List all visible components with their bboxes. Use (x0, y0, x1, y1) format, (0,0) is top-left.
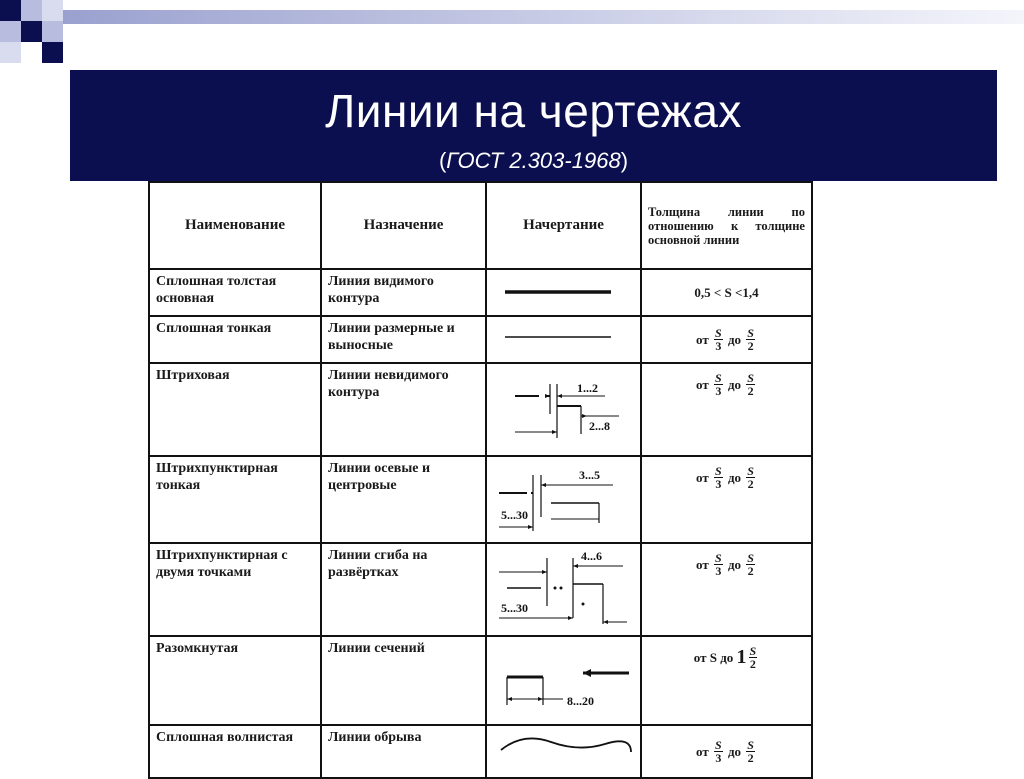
table-row (149, 636, 812, 725)
row-thickness: от $\frac{S}{3}$ до $\frac{S}{2}$ (641, 543, 812, 636)
table-row (149, 456, 812, 543)
row-name: Сплошная волнистая (149, 725, 321, 778)
row-thickness: от $\frac{S}{3}$ до $\frac{S}{2}$ (641, 316, 812, 363)
deco-bar (63, 10, 1024, 24)
dimension-label: 2...8 (589, 419, 610, 433)
deco-square-2 (21, 0, 42, 21)
row-thickness: от $\frac{S}{3}$ до $\frac{S}{2}$ (641, 363, 812, 456)
line-sample-dash-dot-thin (486, 456, 641, 543)
line-sample-solid-thin (486, 316, 641, 363)
row-purpose: Линии обрыва (321, 725, 486, 778)
fraction-s-over-3: $\frac{S}{3}$ (715, 738, 722, 765)
row-name: Штрихпунктирная с двумя точками (149, 543, 321, 636)
line-sample-dashed (486, 363, 641, 456)
subtitle-open: ( (438, 148, 447, 173)
dimension-label: 1...2 (577, 381, 598, 395)
table-row (149, 363, 812, 456)
row-name: Сплошная тонкая (149, 316, 321, 363)
title-banner (70, 70, 997, 181)
line-sample-open (486, 636, 641, 725)
row-thickness: 0,5 < S <1,4 (641, 269, 812, 316)
fraction-s-over-2: $\frac{S}{2}$ (747, 326, 754, 353)
deco-square-8 (42, 42, 63, 63)
row-purpose: Линии невидимого контура (321, 363, 486, 456)
row-name: Разомкнутая (149, 636, 321, 725)
line-sample-dash-dot-two-points (486, 543, 641, 636)
table-row (149, 543, 812, 636)
deco-square-7 (0, 42, 21, 63)
subtitle-close: ) (620, 148, 629, 173)
deco-square-4 (0, 21, 21, 42)
fraction-s-over-2: $\frac{S}{2}$ (747, 551, 754, 578)
fraction-s-over-2: $\frac{S}{2}$ (747, 738, 754, 765)
row-thickness: от S до 1 $\frac{S}{2}$ (641, 636, 812, 725)
fraction-s-over-2: $\frac{S}{2}$ (747, 371, 754, 398)
slide-title: Линии на чертежах (325, 85, 742, 137)
dimension-label: 3...5 (579, 468, 600, 482)
header-purpose: Назначение (321, 182, 486, 269)
header-thickness: Толщина линии по отношению к толщине основной линии (641, 182, 812, 269)
dimension-label: 5...30 (501, 601, 528, 615)
fraction-s-over-3: $\frac{S}{3}$ (715, 371, 722, 398)
deco-square-6 (42, 21, 63, 42)
line-sample-wavy (486, 725, 641, 778)
line-sample-solid-thick (486, 269, 641, 316)
row-purpose: Линии осевые и центровые (321, 456, 486, 543)
subtitle-gost: ГОСТ 2.303-1968 (446, 148, 621, 173)
fraction-s-over-2: $\frac{S}{2}$ (749, 644, 757, 671)
line-types-table (148, 181, 813, 779)
deco-square-1 (0, 0, 21, 21)
dimension-label: 8...20 (567, 694, 594, 708)
table-row (149, 269, 812, 316)
dimension-label: 4...6 (581, 549, 602, 563)
slide-subtitle (70, 148, 997, 174)
fraction-s-over-3: $\frac{S}{3}$ (715, 551, 722, 578)
fraction-s-over-3: $\frac{S}{3}$ (715, 464, 722, 491)
row-purpose: Линии сгиба на развёртках (321, 543, 486, 636)
header-name: Наименование (149, 182, 321, 269)
fraction-s-over-2: $\frac{S}{2}$ (747, 464, 754, 491)
row-purpose: Линии сечений (321, 636, 486, 725)
row-purpose: Линии размерные и выносные (321, 316, 486, 363)
header-drawing: Начертание (486, 182, 641, 269)
deco-square-3 (42, 0, 63, 21)
fraction-s-over-3: $\frac{S}{3}$ (715, 326, 722, 353)
deco-square-5 (21, 21, 42, 42)
table-row (149, 725, 812, 778)
row-thickness: от $\frac{S}{3}$ до $\frac{S}{2}$ (641, 725, 812, 778)
table-header-row (149, 182, 812, 269)
dimension-label: 5...30 (501, 508, 528, 522)
row-thickness: от $\frac{S}{3}$ до $\frac{S}{2}$ (641, 456, 812, 543)
row-name: Сплошная толстая основная (149, 269, 321, 316)
table-row (149, 316, 812, 363)
row-name: Штриховая (149, 363, 321, 456)
row-purpose: Линия видимого контура (321, 269, 486, 316)
row-name: Штрихпунктирная тонкая (149, 456, 321, 543)
